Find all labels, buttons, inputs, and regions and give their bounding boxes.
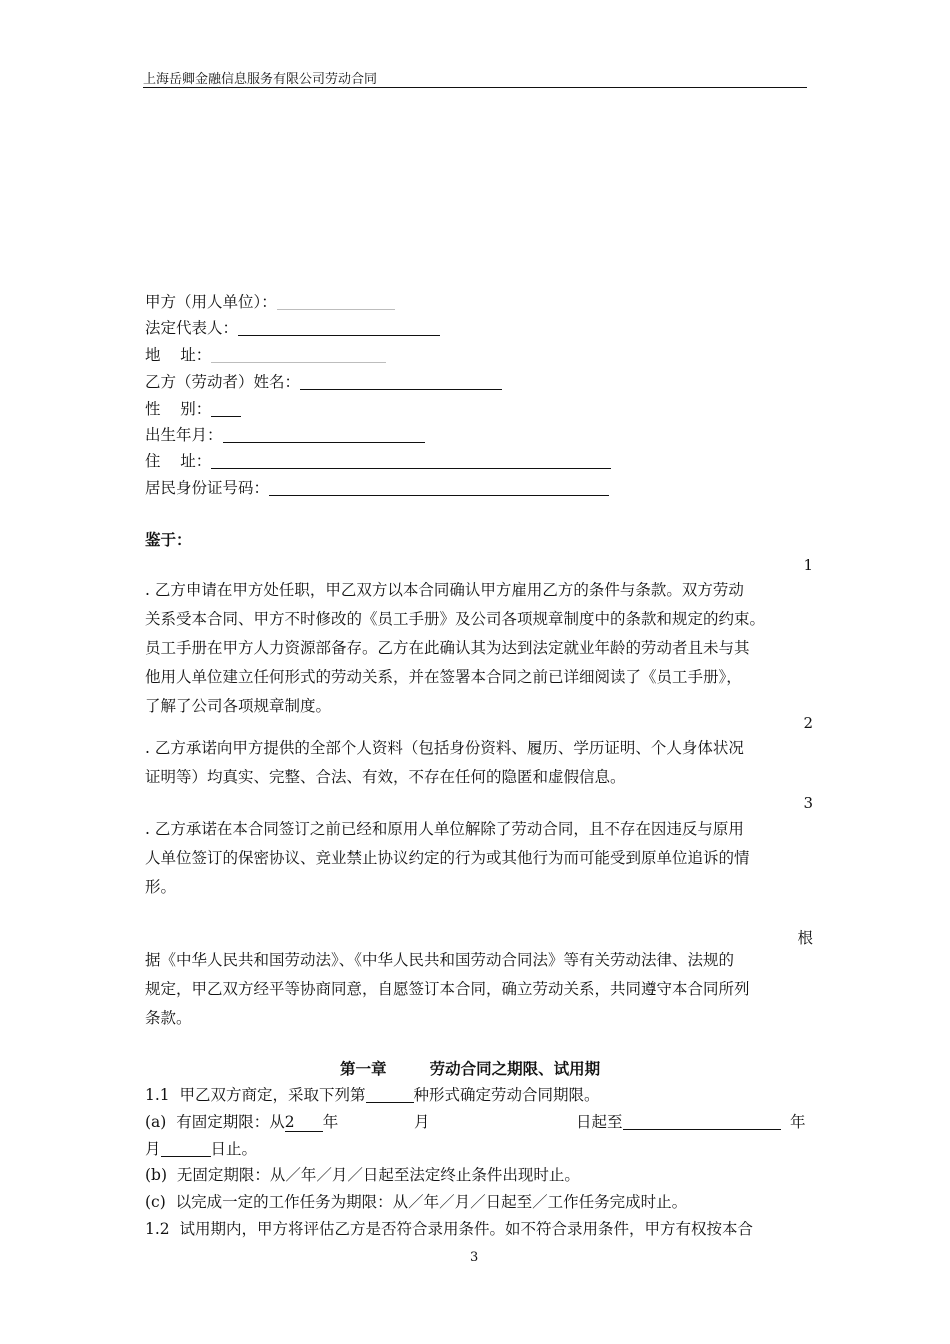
field-label: 甲方（用人单位）： xyxy=(145,293,277,311)
text-line: 他用人单位建立任何形式的劳动关系，并在签署本合同之前已详细阅读了《员工手册》， xyxy=(145,668,742,686)
text-line: . 乙方承诺在本合同签订之前已经和原用人单位解除了劳动合同，且不存在因违反与原用 xyxy=(145,820,744,838)
header-rule xyxy=(143,87,807,88)
option-a-end-year: 年 xyxy=(790,1113,806,1131)
clause-text: 日起至 xyxy=(576,1113,623,1131)
basis-paragraph xyxy=(145,946,810,1033)
field-label: 法定代表人： xyxy=(145,319,239,337)
chapter-title: 第一章 劳动合同之期限、试用期 xyxy=(340,1059,601,1078)
field-label: 地 址： xyxy=(145,346,212,364)
option-a-line-2 xyxy=(145,1137,257,1159)
text-line: 人单位签订的保密协议、竞业禁止协议约定的行为或其他行为而可能受到原单位追诉的情 xyxy=(145,849,750,867)
item-number: 3 xyxy=(803,794,813,812)
clause-text: 日止。 xyxy=(210,1140,258,1158)
whereas-item-2 xyxy=(145,734,810,792)
field-label: 性 别： xyxy=(145,400,212,418)
clause-text: 种形式确定劳动合同期限。 xyxy=(413,1086,600,1104)
blank-end-date[interactable] xyxy=(623,1115,781,1130)
text-line: 形。 xyxy=(145,878,177,896)
text-line: 证明等）均真实、完整、合法、有效，不存在任何的隐匿和虚假信息。 xyxy=(145,768,626,786)
basis-first-char: 根 xyxy=(797,929,813,947)
option-a-month-label: 月 xyxy=(414,1113,430,1131)
clause-text: (a) 有固定期限：从 xyxy=(145,1113,285,1131)
clause-text: 1.1 甲乙双方商定，采取下列第 xyxy=(145,1086,366,1104)
field-legal-rep xyxy=(145,316,440,338)
field-label: 居民身份证号码： xyxy=(145,479,270,497)
text-line: 了解了公司各项规章制度。 xyxy=(145,697,332,715)
option-c: (c) 以完成一定的工作任务为期限：从／年／月／日起至／工作任务完成时止。 xyxy=(145,1193,688,1211)
item-number: 1 xyxy=(803,556,813,574)
field-label: 出生年月： xyxy=(145,426,223,444)
item-number: 2 xyxy=(803,714,813,732)
clause-text: 年 xyxy=(322,1113,339,1131)
option-a-line-1 xyxy=(145,1110,338,1132)
field-label: 住 址： xyxy=(145,452,212,470)
text-line: 关系受本合同、甲方不时修改的《员工手册》及公司各项规章制度中的条款和规定的约束。 xyxy=(145,610,766,628)
blank-party-a[interactable] xyxy=(277,295,395,310)
field-residence xyxy=(145,449,611,471)
field-gender xyxy=(145,397,241,419)
blank-party-b-name[interactable] xyxy=(300,375,502,390)
field-birth xyxy=(145,423,425,445)
whereas-heading: 鉴于： xyxy=(145,530,192,549)
page-number: 3 xyxy=(470,1250,479,1265)
whereas-item-3 xyxy=(145,815,810,902)
field-label: 乙方（劳动者）姓名： xyxy=(145,373,301,391)
text-line: . 乙方承诺向甲方提供的全部个人资料（包括身份资料、履历、学历证明、个人身体状况 xyxy=(145,739,744,757)
blank-id-number[interactable] xyxy=(269,481,609,496)
text-line: 条款。 xyxy=(145,1009,192,1027)
blank-start-year[interactable] xyxy=(285,1113,323,1132)
clause-text: 月 xyxy=(145,1140,161,1158)
clause-1-2: 1.2 试用期内，甲方将评估乙方是否符合录用条件。如不符合录用条件，甲方有权按本合 xyxy=(145,1220,754,1238)
field-id-number xyxy=(145,476,609,498)
start-year-value: 2 xyxy=(284,1113,295,1131)
text-line: 规定，甲乙双方经平等协商同意，自愿签订本合同，确立劳动关系，共同遵守本合同所列 xyxy=(145,980,750,998)
blank-residence[interactable] xyxy=(211,454,611,469)
text-line: 据《中华人民共和国劳动法》、《中华人民共和国劳动合同法》等有关劳动法律、法规的 xyxy=(145,951,735,969)
blank-birth[interactable] xyxy=(223,428,425,443)
clause-1-1 xyxy=(145,1083,600,1105)
document-header-title: 上海岳卿金融信息服务有限公司劳动合同 xyxy=(143,72,378,87)
option-b: (b) 无固定期限：从／年／月／日起至法定终止条件出现时止。 xyxy=(145,1166,580,1184)
blank-address-a[interactable] xyxy=(211,348,386,363)
blank-end-day[interactable] xyxy=(161,1142,211,1157)
whereas-item-1 xyxy=(145,576,810,721)
field-party-a xyxy=(145,290,395,312)
blank-gender[interactable] xyxy=(211,402,241,417)
option-a-end xyxy=(576,1110,781,1132)
field-party-b-name xyxy=(145,370,502,392)
blank-form-choice[interactable] xyxy=(366,1088,414,1103)
text-line: 员工手册在甲方人力资源部备存。乙方在此确认其为达到法定就业年龄的劳动者且未与其 xyxy=(145,639,750,657)
field-address-a xyxy=(145,343,386,365)
blank-legal-rep[interactable] xyxy=(238,321,440,336)
text-line: . 乙方申请在甲方处任职，甲乙双方以本合同确认甲方雇用乙方的条件与条款。双方劳动 xyxy=(145,581,744,599)
